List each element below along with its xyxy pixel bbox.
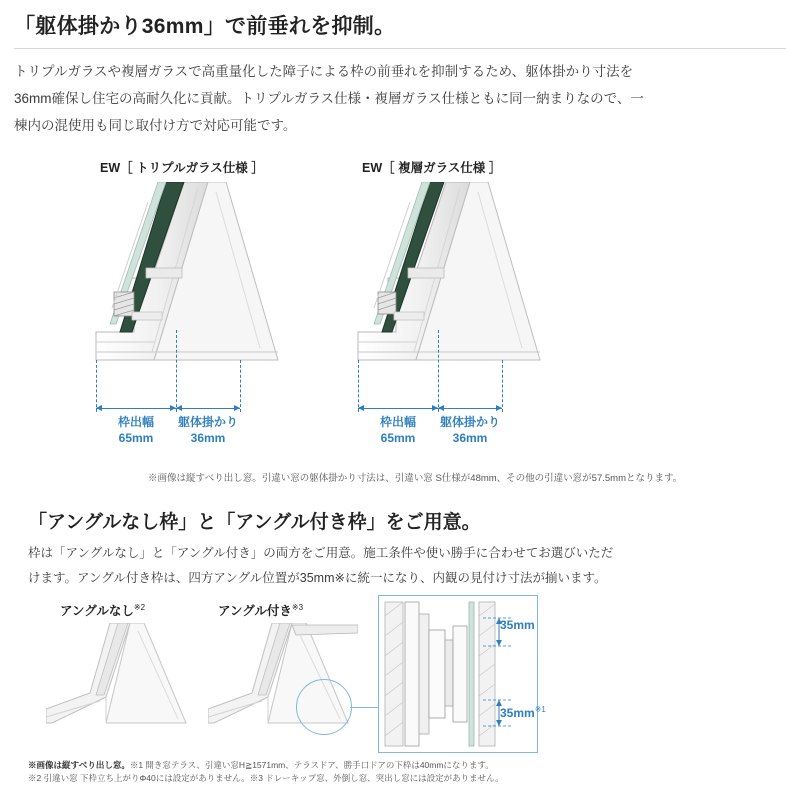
page-title: 「躯体掛かり36mm」で前垂れを抑制。	[14, 15, 396, 38]
dim-label-body-overlap-left: 躯体掛かり	[177, 415, 238, 429]
dim-value-body-overlap-right: 36mm	[452, 431, 488, 446]
diagram-label-triple-glass: EW［ トリプルガラス仕様 ］	[100, 161, 264, 175]
dim-value-body-overlap-left: 36mm	[190, 431, 226, 446]
dim-value-frame-width-left: 65mm	[118, 431, 154, 446]
label-with-angle-sup: ※3	[291, 602, 304, 612]
callout-connector	[350, 707, 380, 708]
section1-note: ※画像は縦すべり出し窓。引違い窓の躯体掛かり寸法は、引違い窓 S仕様が48mm、その他の引違い窓が57.5mmとなります。	[148, 473, 683, 484]
section2-title: 「アングルなし枠」と「アングル付き枠」をご用意。	[28, 512, 481, 533]
callout-circle	[296, 679, 352, 735]
title-divider	[14, 48, 786, 49]
section2-footnotes	[28, 759, 504, 785]
footnote-1: ※1 開き窓テラス、引違い窓H≧1571mm、テラスドア、勝手口ドアの下枠は40mmになります。	[129, 760, 494, 770]
badge-bottom-value: 35mm	[500, 706, 535, 720]
section2-lead-text: 枠は「アングルなし」と「アングル付き」の両方をご用意。施工条件や使い勝手に合わせてお選びいただけます。アングル付き枠は、四方アングル位置が35mm※に統一になり、内観の見付け寸法が揃います。	[28, 546, 614, 585]
dim-label-frame-width-left: 枠出幅	[117, 415, 154, 429]
diagram-label-double-glass: EW［ 複層ガラス仕様 ］	[362, 161, 502, 175]
dim-label-frame-width-right: 枠出幅	[379, 415, 416, 429]
section1-lead-text: トリプルガラスや複層ガラスで高重量化した障子による枠の前垂れを抑制するため、躯体掛かり寸法を36mm確保し住宅の高耐久化に貢献。トリプルガラス仕様・複層ガラス仕様ともに同一納まりなので、一棟内の混使用も同じ取付け方で対応可能です。	[14, 64, 644, 133]
dim-label-body-overlap-right: 躯体掛かり	[439, 415, 500, 429]
footnote-lead: ※画像は縦すべり出し窓。	[28, 760, 130, 770]
dim-value-frame-width-right: 65mm	[380, 431, 416, 446]
badge-angle-dimension-bottom	[500, 705, 546, 720]
label-without-angle	[60, 601, 145, 619]
illustration-without-angle	[46, 623, 196, 743]
label-without-angle-sup: ※2	[133, 602, 146, 612]
label-without-angle-text: アングルなし	[60, 604, 134, 618]
badge-bottom-sup: ※1	[534, 705, 546, 714]
label-with-angle-text: アングル付き	[218, 604, 292, 618]
section-angle-frame	[0, 497, 800, 800]
badge-angle-dimension-top	[500, 618, 535, 632]
footnote-2: ※2 引違い窓 下枠立ち上がりΦ40には設定がありません。※3 ドレーキップ窓、外倒し窓、突出し窓には設定がありません。	[28, 772, 504, 783]
badge-top-value: 35mm	[500, 618, 535, 632]
cross-section-triple-glass	[88, 182, 288, 377]
cross-section-double-glass	[350, 182, 550, 377]
label-with-angle	[218, 601, 303, 619]
